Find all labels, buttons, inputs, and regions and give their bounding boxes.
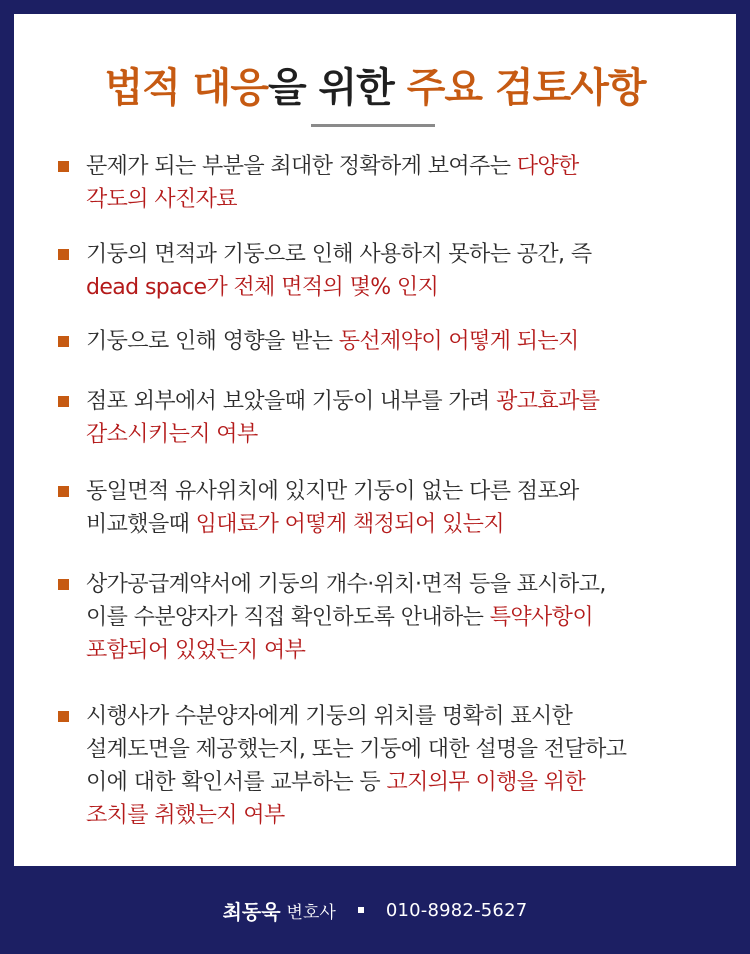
- item-text: 문제가 되는 부분을 최대한 정확하게 보여주는: [86, 154, 517, 179]
- separator-dot-icon: [358, 907, 364, 913]
- item-highlight: 동선제약이 어떻게 되는지: [338, 329, 579, 354]
- checklist: [14, 14, 736, 866]
- item-text: 비교했을때: [86, 512, 196, 537]
- item-text: 설계도면을 제공했는지, 또는 기둥에 대한 설명을 전달하고: [86, 737, 627, 762]
- phone-number[interactable]: 010-8982-5627: [385, 899, 528, 921]
- item-highlight: 조치를 취했는지 여부: [86, 803, 285, 828]
- footer-bar: [0, 866, 750, 954]
- item-text: 상가공급계약서에 기둥의 개수·위치·면적 등을 표시하고,: [86, 572, 606, 597]
- bullet-icon: [58, 711, 69, 722]
- item-text: 점포 외부에서 보았을때 기둥이 내부를 가려: [86, 389, 497, 414]
- item-highlight: 광고효과를: [496, 389, 600, 414]
- item-highlight: 감소시키는지 여부: [86, 422, 258, 447]
- checklist-text: [86, 150, 736, 216]
- item-text: 이에 대한 확인서를 교부하는 등: [86, 770, 387, 795]
- item-text: 기둥으로 인해 영향을 받는: [86, 329, 339, 354]
- checklist-text: [86, 385, 736, 451]
- checklist-text: [86, 325, 736, 358]
- checklist-text: [86, 568, 736, 667]
- lawyer-role: 변호사: [286, 902, 336, 923]
- item-text: 이를 수분양자가 직접 확인하도록 안내하는: [86, 605, 490, 630]
- checklist-text: [86, 475, 736, 541]
- item-highlight: 다양한: [516, 154, 579, 179]
- bullet-icon: [58, 161, 69, 172]
- item-highlight: 특약사항이: [489, 605, 593, 630]
- item-text: 기둥의 면적과 기둥으로 인해 사용하지 못하는 공간, 즉: [86, 242, 592, 267]
- title-accent-2: 주요 검토사항: [406, 65, 646, 111]
- item-text: 동일면적 유사위치에 있지만 기둥이 없는 다른 점포와: [86, 479, 579, 504]
- item-highlight: 포함되어 있었는지 여부: [86, 638, 306, 663]
- checklist-text: [86, 238, 736, 304]
- lawyer-name: 최동욱: [222, 899, 281, 924]
- item-highlight: 각도의 사진자료: [86, 187, 237, 212]
- item-text: 시행사가 수분양자에게 기둥의 위치를 명확히 표시한: [86, 704, 573, 729]
- content-card: [14, 14, 736, 866]
- title-plain: 을 위한: [267, 65, 407, 111]
- item-highlight: 임대료가 어떻게 책정되어 있는지: [195, 512, 504, 537]
- title-accent-1: 법적 대응: [104, 65, 268, 111]
- item-highlight: 고지의무 이행을 위한: [386, 770, 586, 795]
- bullet-icon: [58, 396, 69, 407]
- item-highlight: dead space가 전체 면적의 몇% 인지: [86, 275, 439, 300]
- bullet-icon: [58, 486, 69, 497]
- bullet-icon: [58, 249, 69, 260]
- bullet-icon: [58, 579, 69, 590]
- checklist-text: [86, 700, 736, 832]
- bullet-icon: [58, 336, 69, 347]
